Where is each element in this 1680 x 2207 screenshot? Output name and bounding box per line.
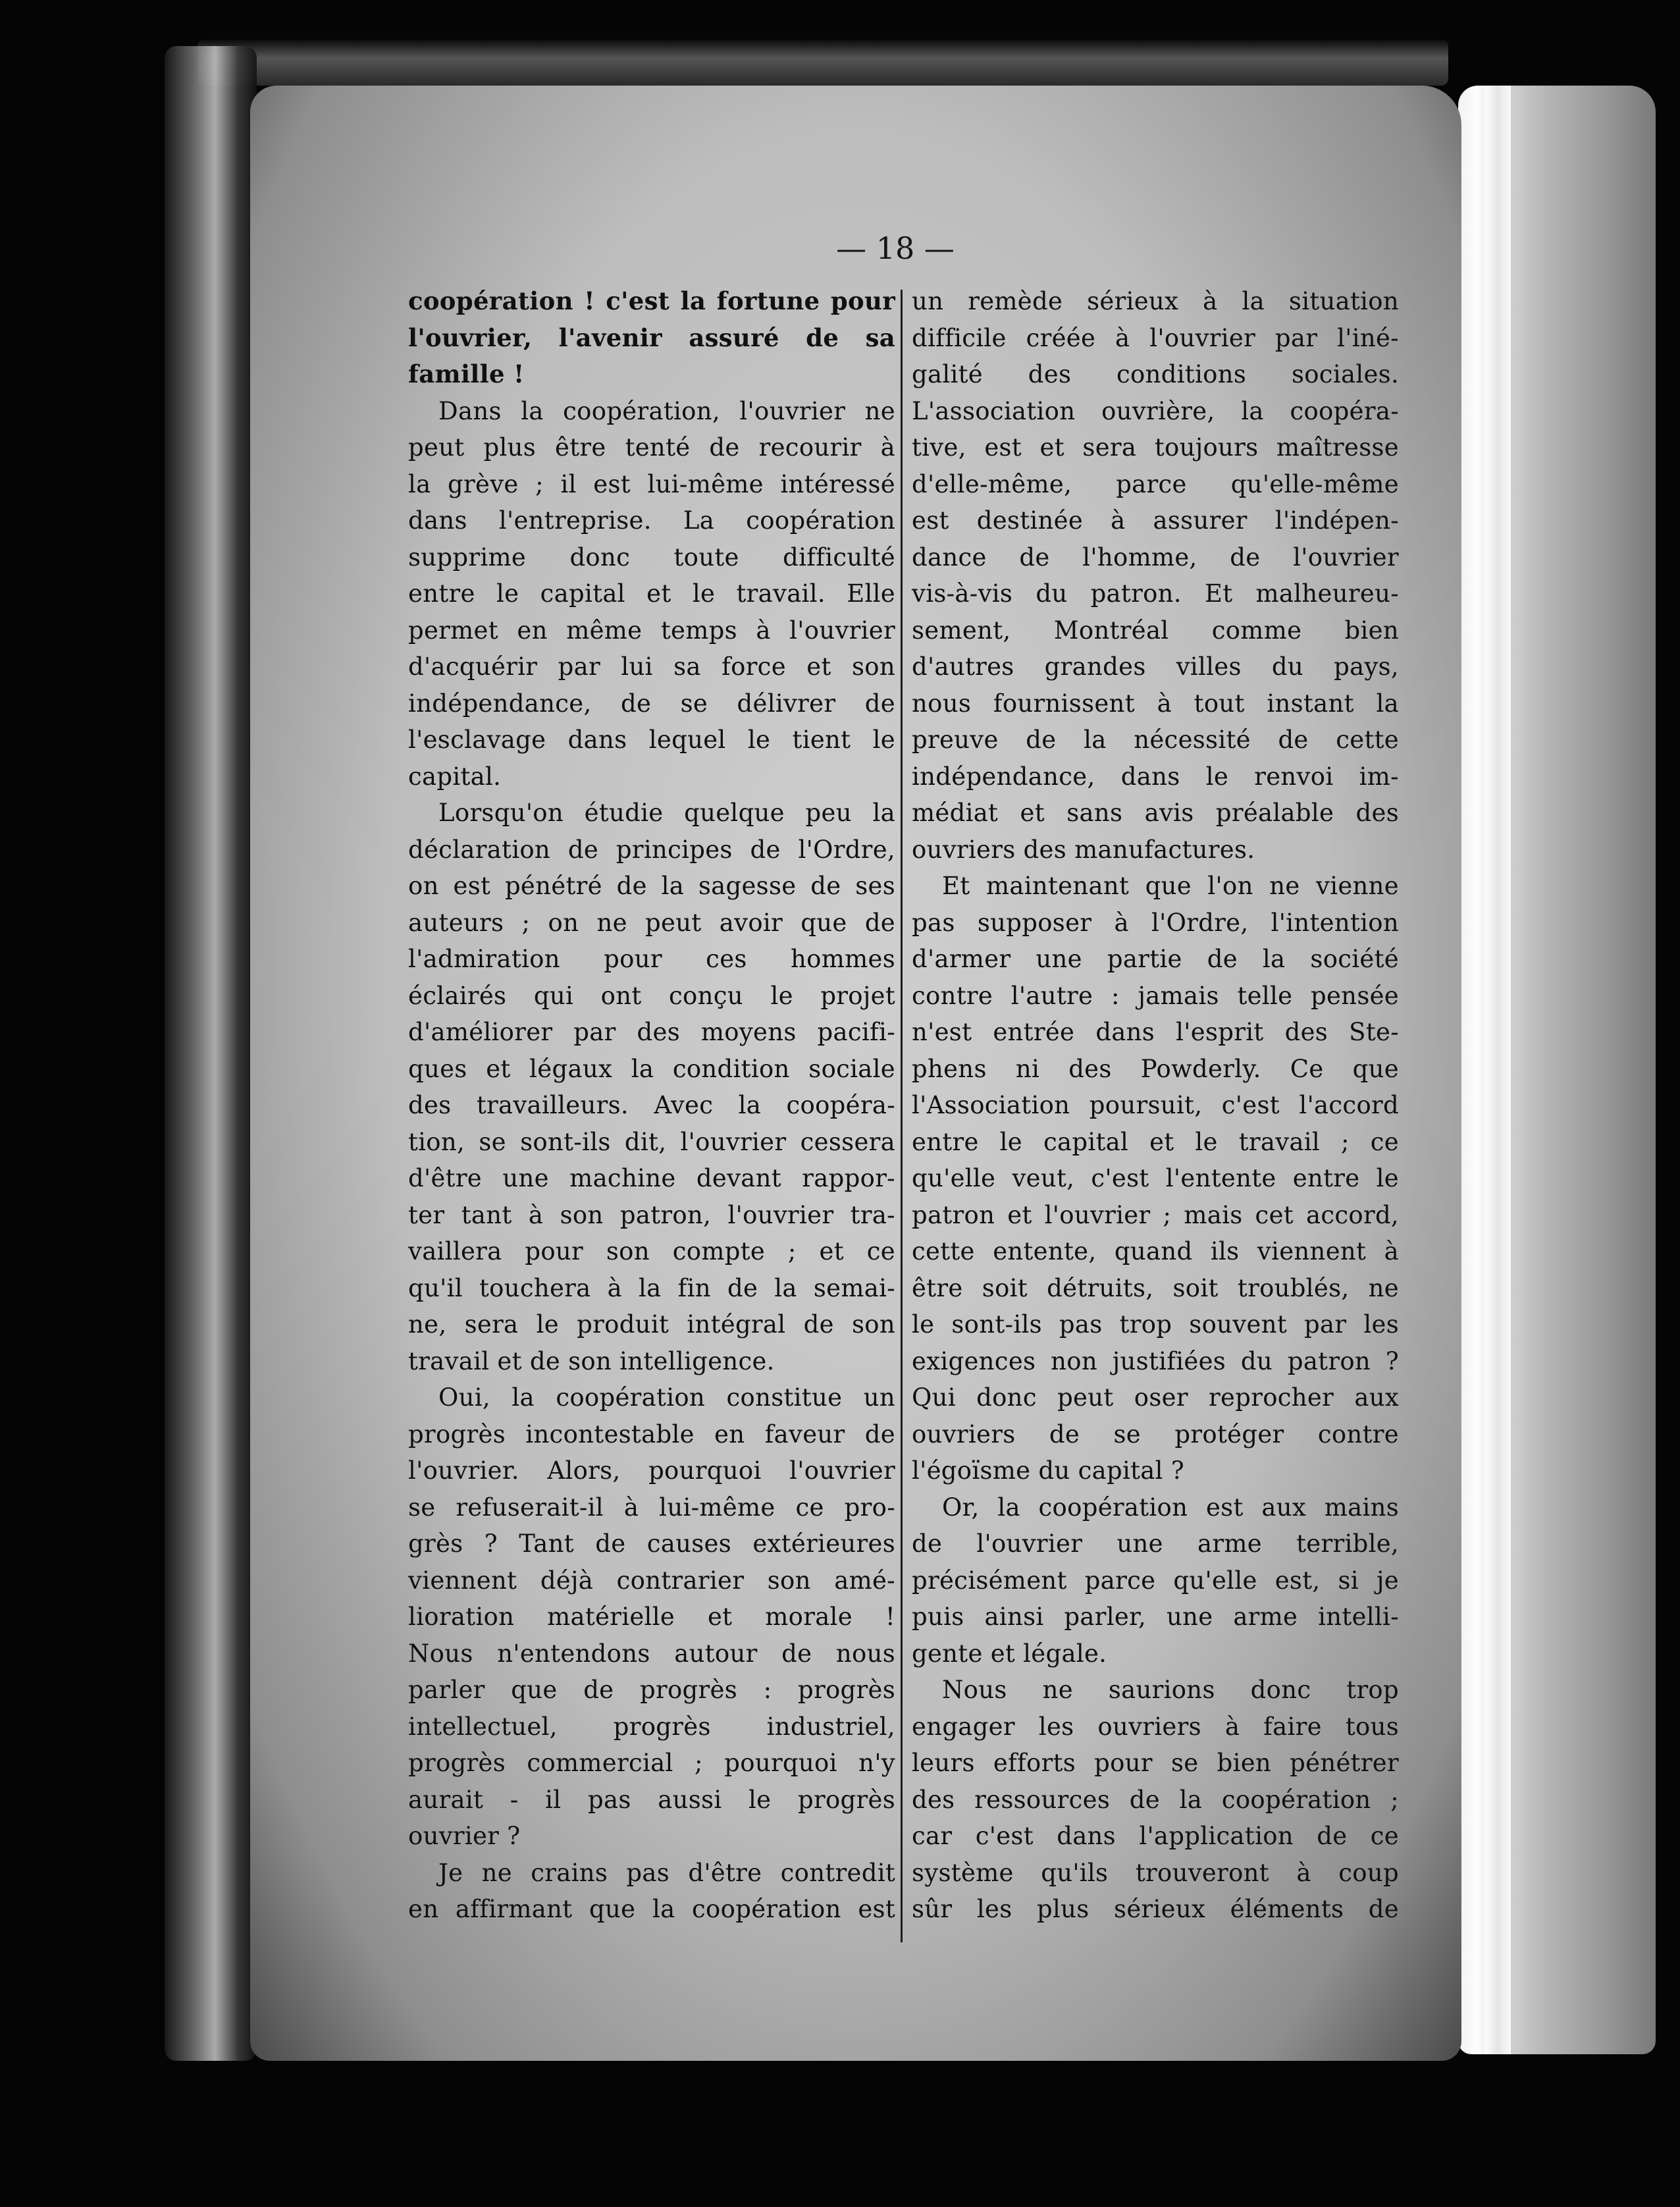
text-line: l'Association poursuit, c'est l'accord [912,1091,1399,1119]
text-line: progrès incontestable en faveur de [408,1420,895,1449]
text-line: la grève ; il est lui-même intéressé [408,469,895,498]
text-line: médiat et sans avis préalable des [912,799,1399,827]
text-line: Lorsqu'on étudie quelque peu la [438,799,895,827]
text-line: peut plus être tenté de recourir à [408,433,895,462]
book-cover-edge [165,46,257,2061]
text-line: phens ni des Powderly. Ce que [912,1054,1399,1083]
book-top-edge [197,40,1448,86]
text-line: Dans la coopération, l'ouvrier ne [438,396,895,425]
text-line: difficile créée à l'ouvrier par l'iné- [912,323,1399,352]
text-line: le sont-ils pas trop souvent par les [912,1310,1399,1339]
page-fold-highlight [1484,86,1511,2054]
text-line: des travailleurs. Avec la coopéra- [408,1091,895,1119]
text-line: d'elle-même, parce qu'elle-même [912,469,1399,498]
left-text-column [408,283,895,1928]
text-line: d'autres grandes villes du pays, [912,652,1399,681]
text-line: famille ! [408,359,525,388]
text-line: supprime donc toute difficulté [408,543,895,572]
text-line: entre le capital et le travail. Elle [408,579,895,608]
text-line: qu'il touchera à la fin de la semai- [408,1273,895,1302]
text-line: tion, se sont-ils dit, l'ouvrier cessera [408,1127,895,1156]
text-line: être soit détruits, soit troublés, ne [912,1273,1399,1302]
text-line: dance de l'homme, de l'ouvrier [912,543,1399,572]
text-line: puis ainsi parler, une arme intelli- [912,1603,1399,1631]
text-line: permet en même temps à l'ouvrier [408,616,895,645]
text-line: déclaration de principes de l'Ordre, [408,835,895,864]
text-line: éclairés qui ont conçu le projet [408,981,895,1010]
text-line: capital. [408,762,502,791]
text-line: des ressources de la coopération ; [912,1785,1399,1814]
text-line: Qui donc peut oser reprocher aux [912,1383,1399,1412]
column-divider [901,290,903,1942]
text-line: leurs efforts pour se bien pénétrer [912,1749,1399,1777]
text-line: sement, Montréal comme bien [912,616,1399,645]
text-line: intellectuel, progrès industriel, [408,1712,895,1741]
text-line: un remède sérieux à la situation [912,287,1399,315]
text-line: ques et légaux la condition sociale [408,1054,895,1083]
text-line: gente et légale. [912,1639,1107,1668]
text-line: auteurs ; on ne peut avoir que de [408,908,895,937]
text-line: est destinée à assurer l'indépen- [912,506,1399,535]
text-line: on est pénétré de la sagesse de ses [408,872,895,900]
text-line: nous fournissent à tout instant la [912,689,1399,718]
text-line: grès ? Tant de causes extérieures [408,1529,895,1558]
text-line: viennent déjà contrarier son amé- [408,1566,895,1595]
text-line: indépendance, dans le renvoi im- [912,762,1399,791]
text-line: pas supposer à l'Ordre, l'intention [912,908,1399,937]
text-line: ter tant à son patron, l'ouvrier tra- [408,1200,895,1229]
text-line: de l'ouvrier une arme terrible, [912,1529,1399,1558]
text-line: exigences non justifiées du patron ? [912,1346,1399,1375]
text-line: ouvriers des manufactures. [912,835,1255,864]
text-line: sûr les plus sérieux éléments de [912,1895,1399,1923]
text-line: Oui, la coopération constitue un [438,1383,895,1412]
page-number: — 18 — [836,230,955,266]
text-line: l'admiration pour ces hommes [408,945,895,973]
text-line: l'ouvrier, l'avenir assuré de sa [408,323,895,352]
text-line: indépendance, de se délivrer de [408,689,895,718]
text-line: ouvrier ? [408,1822,521,1850]
text-line: ne, sera le produit intégral de son [408,1310,895,1339]
text-line: Et maintenant que l'on ne vienne [942,872,1399,900]
text-line: galité des conditions sociales. [912,360,1399,388]
text-line: se refuserait-il à lui-même ce pro- [408,1493,895,1522]
text-line: aurait - il pas aussi le progrès [408,1785,895,1814]
text-line: Nous n'entendons autour de nous [408,1639,895,1668]
text-line: travail et de son intelligence. [408,1346,775,1375]
text-line: précisément parce qu'elle est, si je [912,1566,1399,1595]
text-line: d'améliorer par des moyens pacifi- [408,1018,895,1046]
text-line: vaillera pour son compte ; et ce [408,1237,895,1265]
text-line: en affirmant que la coopération est [408,1895,895,1923]
text-line: n'est entrée dans l'esprit des Ste- [912,1018,1399,1046]
text-line: parler que de progrès : progrès [408,1676,895,1704]
text-line: vis-à-vis du patron. Et malheureu- [912,579,1399,608]
text-line: d'acquérir par lui sa force et son [408,652,895,681]
text-line: d'être une machine devant rappor- [408,1164,895,1192]
text-line: entre le capital et le travail ; ce [912,1127,1399,1156]
text-line: car c'est dans l'application de ce [912,1822,1399,1850]
text-line: coopération ! c'est la fortune pour [408,286,895,315]
text-line: lioration matérielle et morale ! [408,1603,895,1631]
text-line: engager les ouvriers à faire tous [912,1712,1399,1741]
text-line: Je ne crains pas d'être contredit [438,1858,895,1887]
text-line: tive, est et sera toujours maîtresse [912,433,1399,462]
text-line: patron et l'ouvrier ; mais cet accord, [912,1200,1399,1229]
text-line: l'égoïsme du capital ? [912,1456,1184,1485]
text-line: l'ouvrier. Alors, pourquoi l'ouvrier [408,1456,895,1485]
text-line: contre l'autre : jamais telle pensée [912,981,1399,1010]
text-line: cette entente, quand ils viennent à [912,1237,1399,1265]
text-line: Or, la coopération est aux mains [942,1493,1399,1522]
text-line: dans l'entreprise. La coopération [408,506,895,535]
text-line: preuve de la nécessité de cette [912,726,1399,754]
right-text-column [912,283,1399,1928]
text-line: système qu'ils trouveront à coup [912,1858,1399,1887]
text-line: L'association ouvrière, la coopéra- [912,396,1399,425]
text-line: progrès commercial ; pourquoi n'y [408,1749,895,1777]
text-line: qu'elle veut, c'est l'entente entre le [912,1164,1399,1192]
text-line: l'esclavage dans lequel le tient le [408,726,895,754]
text-line: d'armer une partie de la société [912,945,1399,973]
text-line: Nous ne saurions donc trop [942,1676,1399,1704]
text-line: ouvriers de se protéger contre [912,1420,1399,1449]
